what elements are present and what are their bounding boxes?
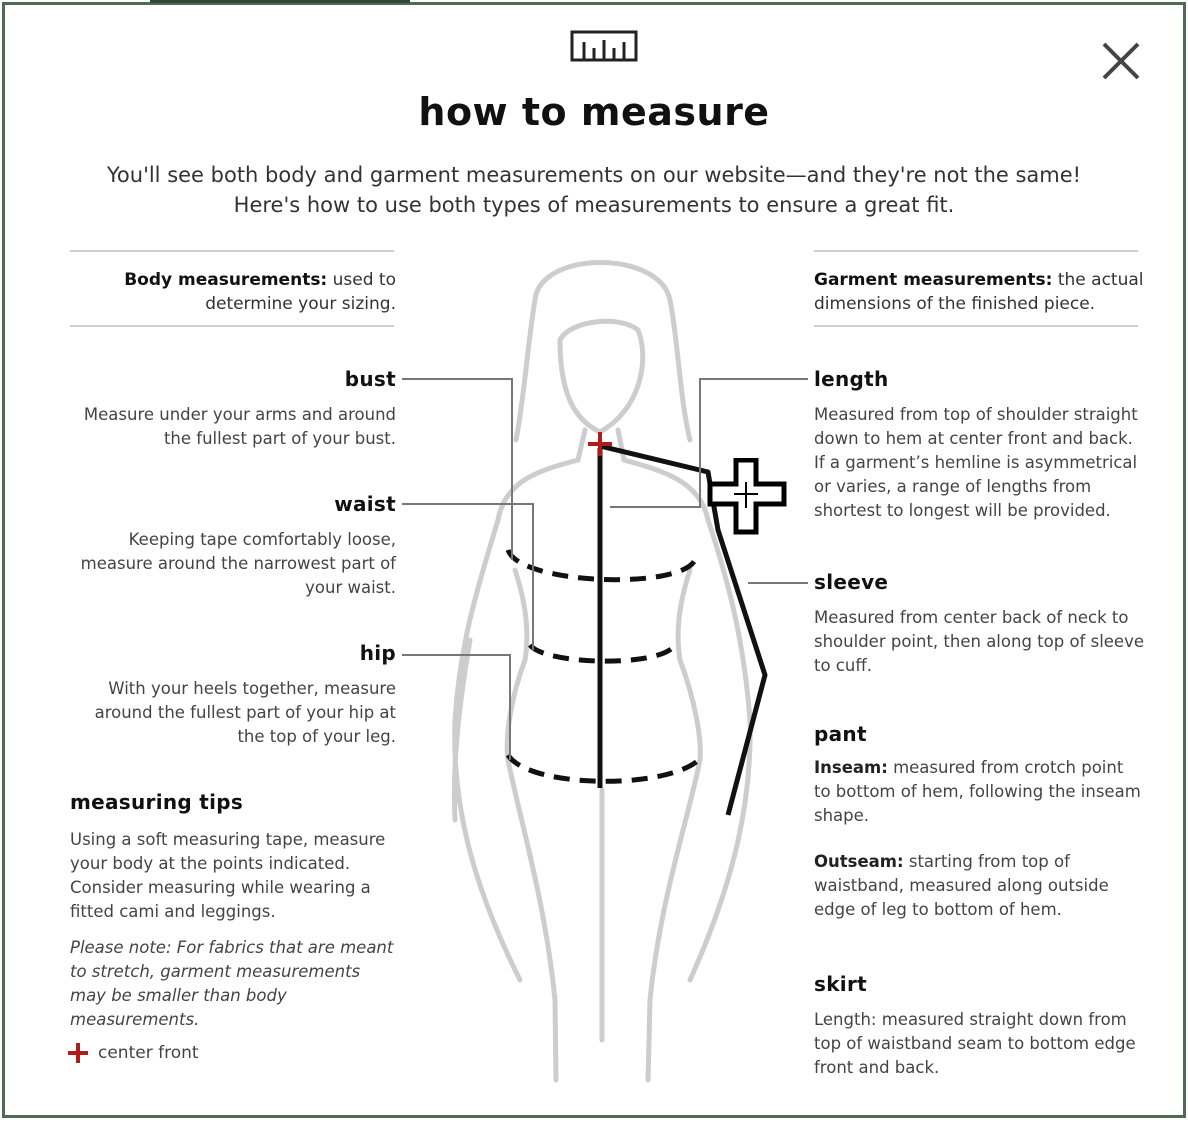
hip-desc: With your heels together, measure around the fullest part of your hip at the top of your leg. [94,679,396,746]
sleeve-section [814,570,1144,678]
pant-outseam [814,850,1144,922]
garment-measurements-note [814,268,1144,316]
pant-term: pant [814,722,867,746]
waist-desc: Keeping tape comfortably loose, measure around the narrowest part of your waist. [80,530,396,597]
right-divider-bottom [814,325,1138,327]
measuring-tips-desc: Using a soft measuring tape, measure your body at the points indicated. Consider measuring while wearing a fitted cami and leggings. [70,830,386,921]
sleeve-term: sleeve [814,570,889,594]
body-measurements-text: used to determine your sizing. [205,270,396,314]
outseam-text: starting from top of waistband, measured along outside edge of leg to bottom of hem. [814,852,1109,919]
measuring-tips-section [70,790,400,1032]
center-front-label: center front [98,1043,199,1063]
left-divider-top [70,250,394,252]
length-section [814,367,1144,523]
hip-section [68,641,396,749]
plus-icon [68,1043,88,1063]
body-measurements-note [68,268,396,316]
move-cursor-icon [706,458,788,536]
skirt-section [814,972,1144,1080]
background-page-strip [150,0,410,3]
length-term: length [814,367,889,391]
left-divider-bottom [70,325,394,327]
inseam-label: Inseam: [814,758,888,777]
skirt-term: skirt [814,972,867,996]
garment-measurements-label: Garment measurements: [814,270,1053,290]
inseam-text: measured from crotch point to bottom of hem, following the inseam shape. [814,758,1141,825]
intro-text: You'll see both body and garment measurements on our website—and they're not the same! Here's how to use both types of measurements to ensure a great fit. [106,163,1082,217]
waist-term: waist [334,492,396,516]
measuring-tips-note: Please note: For fabrics that are meant to stretch, garment measurements may be smaller than body measurements. [70,938,394,1029]
close-icon[interactable] [1098,38,1144,84]
body-measurements-label: Body measurements: [124,270,328,290]
ruler-icon [570,28,638,64]
pant-section [814,722,1144,922]
outseam-label: Outseam: [814,852,904,871]
modal-title: how to measure [418,90,770,134]
bust-section [68,367,396,451]
length-desc: Measured from top of shoulder straight down to hem at center front and back. If a garment’s hemline is asymmetrical or varies, a range of lengths from shortest to longest will be provided. [814,405,1138,520]
center-front-legend [68,1043,199,1063]
bust-desc: Measure under your arms and around the fullest part of your bust. [83,405,396,448]
skirt-desc: Length: measured straight down from top of waistband seam to bottom edge front and back. [814,1010,1136,1077]
measuring-tips-term: measuring tips [70,790,244,814]
waist-section [68,492,396,600]
hip-term: hip [359,641,396,665]
right-divider-top [814,250,1138,252]
bust-term: bust [344,367,396,391]
garment-measurements-text: the actual dimensions of the finished piece. [814,270,1144,314]
pant-inseam [814,756,1144,828]
sleeve-desc: Measured from center back of neck to shoulder point, then along top of sleeve to cuff. [814,608,1144,675]
